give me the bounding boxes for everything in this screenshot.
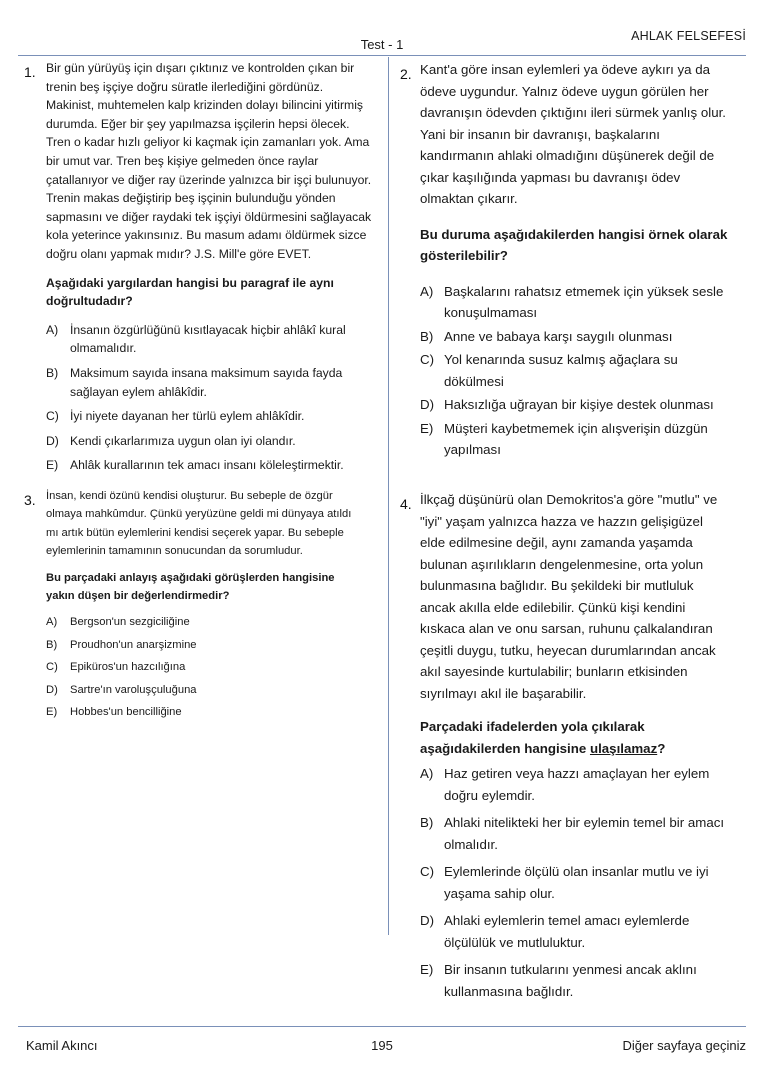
option-letter: A) — [46, 322, 59, 337]
option-letter: D) — [46, 683, 58, 696]
question-1-stem: Aşağıdaki yargılardan hangisi bu paragraf ile aynı doğrultudadır? — [46, 275, 334, 309]
option-text: Kendi çıkarlarımıza uygun olan iyi olandır. — [70, 433, 296, 448]
question-4-options — [420, 763, 728, 1002]
question-4-option-b[interactable] — [420, 812, 728, 855]
question-4-stem — [420, 716, 728, 759]
option-letter: B) — [46, 365, 59, 380]
option-letter: A) — [420, 283, 434, 299]
option-letter: B) — [420, 815, 434, 830]
option-text: Bergson'un sezgiciliğine — [70, 616, 190, 629]
header-divider — [18, 55, 746, 56]
footer-divider — [18, 1026, 746, 1027]
question-2-option-c[interactable] — [420, 349, 728, 392]
question-4-stem-text: Parçadaki ifadelerden yola çıkılarak aşağıdakilerden hangisine — [420, 719, 645, 756]
option-text: Haksızlığa uğrayan bir kişiye destek olunması — [444, 397, 714, 412]
option-letter: A) — [420, 766, 434, 781]
option-letter: C) — [420, 352, 435, 367]
option-letter: D) — [420, 397, 435, 412]
question-4-stem-underlined: ulaşılamaz — [589, 740, 658, 756]
question-2-option-a[interactable] — [420, 281, 728, 324]
question-4-option-e[interactable] — [420, 959, 728, 1002]
question-3-stem: Bu parçadaki anlayış aşağıdaki görüşlerden hangisine yakın düşen bir değerlendirmedir? — [46, 571, 335, 603]
column-divider — [388, 57, 389, 935]
option-text: Sartre'ın varoluşçuluğuna — [70, 683, 197, 696]
question-1-option-a[interactable] — [46, 321, 372, 358]
option-letter: B) — [420, 328, 434, 344]
question-3-option-e[interactable] — [46, 703, 364, 721]
option-text: Yol kenarında susuz kalmış ağaçlara su dökülmesi — [444, 352, 678, 389]
question-4-stem-end: ? — [657, 740, 666, 756]
option-letter: C) — [46, 661, 58, 674]
option-text: Ahlaki nitelikteki her bir eylemin temel bir amacı olmalıdır. — [444, 815, 725, 852]
option-text: Ahlâk kurallarının tek amacı insanı köleleştirmektir. — [70, 458, 344, 473]
question-4-number: 4. — [400, 496, 412, 512]
question-1-passage: Bir gün yürüyüş için dışarı çıktınız ve kontrolden çıkan bir trenin beş işçiye doğru süratle ilerlediğini gördünüz. Makinist, muhtemelen kalp krizinden dolayı bilincini yitirmiş durumda. Eğer bir şey yapılmazsa işçilerin hepsi ölecek. Tren o kadar hızlı geliyor ki kaçmak için zamanları yok. Ama bir umut var. Tren beş kişiye gelmeden önce raylar çatallanıyor ve diğer ray üzerinde yalnızca bir işçi bulunuyor. Trenin makas değiştirip beş işçinin bulunduğu yönden sapmasını ve diğer raydaki tek işçiyi öldürmesini sağlayacak kola yeterince yakınsınız. Bu masum adamı öldürmek sizce doğru olanı yapmak mıdır? J.S. Mill'e göre EVET. — [46, 61, 372, 261]
test-label: Test - 1 — [360, 37, 404, 52]
question-2-option-b[interactable] — [420, 326, 728, 348]
question-3-option-d[interactable] — [46, 681, 364, 699]
footer-continue: Diğer sayfaya geçiniz — [622, 1038, 746, 1053]
option-letter: E) — [46, 706, 58, 719]
question-4 — [420, 489, 728, 1002]
question-2-passage: Kant'a göre insan eylemleri ya ödeve aykırı ya da ödeve uygundur. Yalnız ödeve uygun görülen her davranışın ödevden çıktığını ileri sürmek yanlış olur. Yani bir insanın bir davranışı, başkalarını kandırmanın ahlaki olmadığını düşünerek değil de çıkar kaşılığında yapması bu davranışı ödev olmaktan çıkarır. — [420, 62, 726, 206]
question-2-option-d[interactable] — [420, 394, 728, 416]
option-letter: C) — [46, 409, 59, 424]
question-1-option-c[interactable] — [46, 407, 372, 426]
option-text: İnsanın özgürlüğünü kısıtlayacak hiçbir ahlâkî kural olmamalıdır. — [70, 322, 346, 356]
question-2 — [420, 59, 728, 461]
question-1-option-b[interactable] — [46, 364, 372, 401]
subject-title: AHLAK FELSEFESİ — [631, 29, 746, 43]
question-4-passage: İlkçağ düşünürü olan Demokritos'a göre "mutlu" ve "iyi" yaşam yalnızca hazza ve hazzın gelişigüzel elde edilmesine değil, aynı zamanda yaşamda bulunan aşırılıkların dengelenmesine, orta yolun bulunmasına bağlıdır. Bu şekildeki bir mutluluk ancak akılla elde edilebilir. Çünkü kişi kendini kıskaca alan ve onu sarsan, ruhunu çalkalandıran çeşitli duygu, tutku, heyecan durumlarından ancak akıl sayesinde kurtulabilir; bunların etkisinden sıyrılmayı akıl ile başarabilir. — [420, 492, 718, 701]
question-4-option-d[interactable] — [420, 910, 728, 953]
option-text: Hobbes'un bencilliğine — [70, 706, 182, 719]
question-2-option-e[interactable] — [420, 418, 728, 461]
question-1-option-d[interactable] — [46, 432, 372, 451]
question-3-passage: İnsan, kendi özünü kendisi oluşturur. Bu sebeple de özgür olmaya mahkûmdur. Çünkü yeryüzüne geldi mi dünyaya atıldı mı artık bütün eylemlerini kendisi seçerek yapar. Bu sebeple eylemlerinin tamamının sonucundan da sorumludur. — [46, 490, 352, 558]
option-text: Başkalarını rahatsız etmemek için yüksek sesle konuşulmaması — [444, 283, 724, 320]
option-text: Ahlaki eylemlerin temel amacı eylemlerde ölçülülük ve mutluluktur. — [444, 913, 690, 950]
question-4-option-a[interactable] — [420, 763, 728, 806]
footer-author: Kamil Akıncı — [26, 1038, 98, 1053]
question-2-options — [420, 281, 728, 461]
question-3 — [46, 487, 364, 721]
option-letter: A) — [46, 616, 58, 629]
option-text: Müşteri kaybetmemek için alışverişin düzgün yapılması — [444, 420, 708, 457]
footer-page-number: 195 — [371, 1038, 393, 1053]
question-3-number: 3. — [24, 492, 36, 508]
option-letter: E) — [420, 420, 434, 436]
option-text: Proudhon'un anarşizmine — [70, 638, 197, 651]
option-text: Eylemlerinde ölçülü olan insanlar mutlu ve iyi yaşama sahip olur. — [444, 864, 709, 901]
question-1-options — [46, 321, 372, 475]
question-3-option-a[interactable] — [46, 613, 364, 631]
option-letter: D) — [420, 913, 435, 928]
question-3-option-b[interactable] — [46, 636, 364, 654]
option-letter: D) — [46, 433, 59, 448]
option-text: Bir insanın tutkularını yenmesi ancak aklını kullanmasına bağlıdır. — [444, 962, 697, 999]
option-letter: E) — [420, 962, 434, 977]
option-letter: C) — [420, 864, 435, 879]
option-text: İyi niyete dayanan her türlü eylem ahlâkîdir. — [70, 409, 305, 424]
question-4-option-c[interactable] — [420, 861, 728, 904]
option-letter: E) — [46, 458, 59, 473]
question-3-options — [46, 613, 364, 721]
question-1-option-e[interactable] — [46, 456, 372, 475]
option-text: Maksimum sayıda insana maksimum sayıda fayda sağlayan eylem ahlâkîdir. — [70, 365, 343, 399]
option-letter: B) — [46, 638, 58, 651]
option-text: Haz getiren veya hazzı amaçlayan her eylem doğru eylemdir. — [444, 766, 710, 803]
question-1-number: 1. — [24, 64, 36, 80]
option-text: Anne ve babaya karşı saygılı olunması — [444, 328, 673, 344]
option-text: Epiküros'un hazcılığına — [70, 661, 186, 674]
question-2-number: 2. — [400, 66, 412, 82]
question-2-stem: Bu duruma aşağıdakilerden hangisi örnek olarak gösterilebilir? — [420, 226, 728, 263]
question-3-option-c[interactable] — [46, 658, 364, 676]
question-1 — [46, 59, 372, 475]
